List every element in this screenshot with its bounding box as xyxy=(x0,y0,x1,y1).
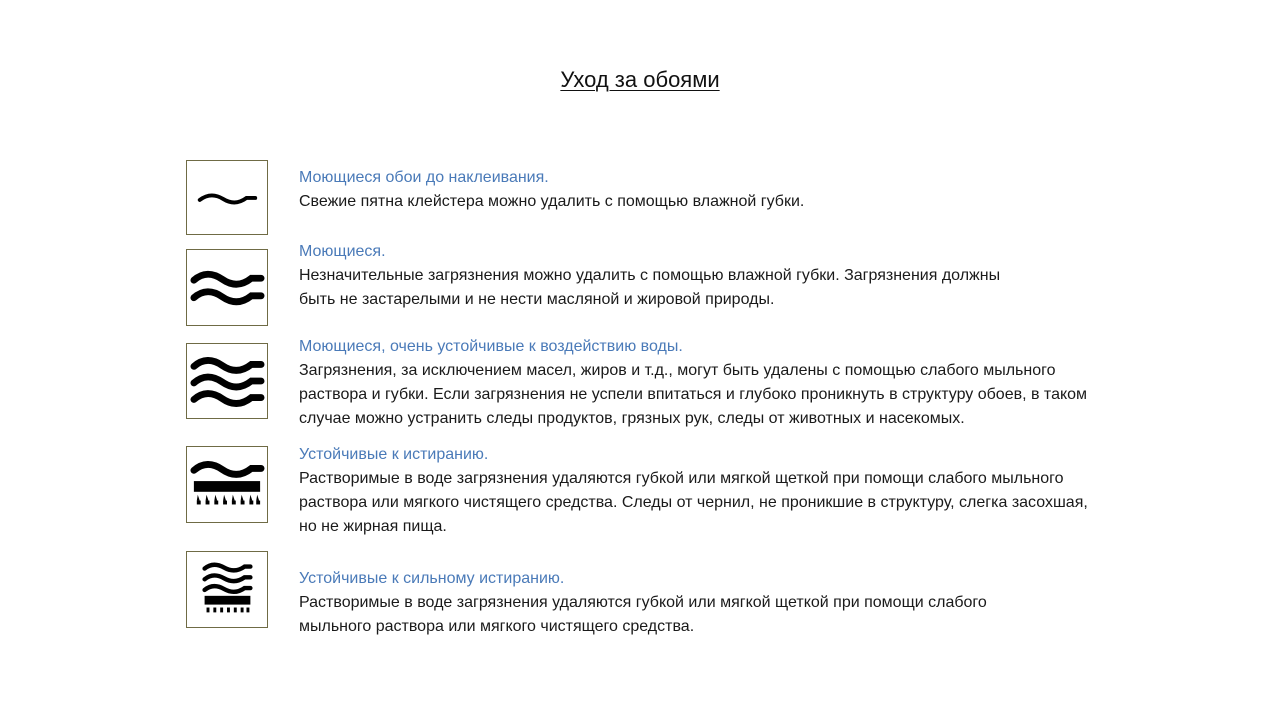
entry-description-line: Растворимые в воде загрязнения удаляются губкой или мягкой щеткой при помощи слабого xyxy=(299,594,987,611)
entry-description-line: случае можно устранить следы продуктов, грязных рук, следы от животных и насекомых. xyxy=(299,410,965,427)
three-waves-brush-icon xyxy=(186,551,268,628)
entry-text xyxy=(299,335,1159,431)
entry-title: Устойчивые к сильному истиранию. xyxy=(299,570,565,587)
entry-description-line: раствора или мягкого чистящего средства. Следы от чернил, не проникшие в структуру, слегка засохшая, xyxy=(299,494,1088,511)
entry-text xyxy=(299,567,1159,639)
entry-description-line: Растворимые в воде загрязнения удаляются губкой или мягкой щеткой при помощи слабого мыльного xyxy=(299,470,1064,487)
entry-description-line: раствора и губки. Если загрязнения не успели впитаться и глубоко проникнуть в структуру обоев, в таком xyxy=(299,386,1088,403)
entry-title: Моющиеся, очень устойчивые к воздействию воды. xyxy=(299,338,683,355)
entry-description-line: мыльного раствора или мягкого чистящего средства. xyxy=(299,618,695,635)
entry-text xyxy=(299,166,1159,214)
wave-brush-icon xyxy=(186,446,268,523)
entry-description-line: но не жирная пища. xyxy=(299,518,447,535)
one-wave-icon xyxy=(186,160,268,235)
two-waves-icon xyxy=(186,249,268,326)
entry-description-line: Свежие пятна клейстера можно удалить с помощью влажной губки. xyxy=(299,193,805,210)
entry-description-line: Незначительные загрязнения можно удалить с помощью влажной губки. Загрязнения должны xyxy=(299,267,1001,284)
entry-text xyxy=(299,443,1159,539)
entry-title: Устойчивые к истиранию. xyxy=(299,446,489,463)
entry-title: Моющиеся. xyxy=(299,243,386,260)
entry-title: Моющиеся обои до наклеивания. xyxy=(299,169,549,186)
entry-text xyxy=(299,240,1159,312)
three-waves-icon xyxy=(186,343,268,419)
entry-description-line: Загрязнения, за исключением масел, жиров и т.д., могут быть удалены с помощью слабого мыльного xyxy=(299,362,1056,379)
page-title: Уход за обоями xyxy=(560,67,720,92)
entry-description-line: быть не застарелыми и не нести масляной и жировой природы. xyxy=(299,291,775,308)
